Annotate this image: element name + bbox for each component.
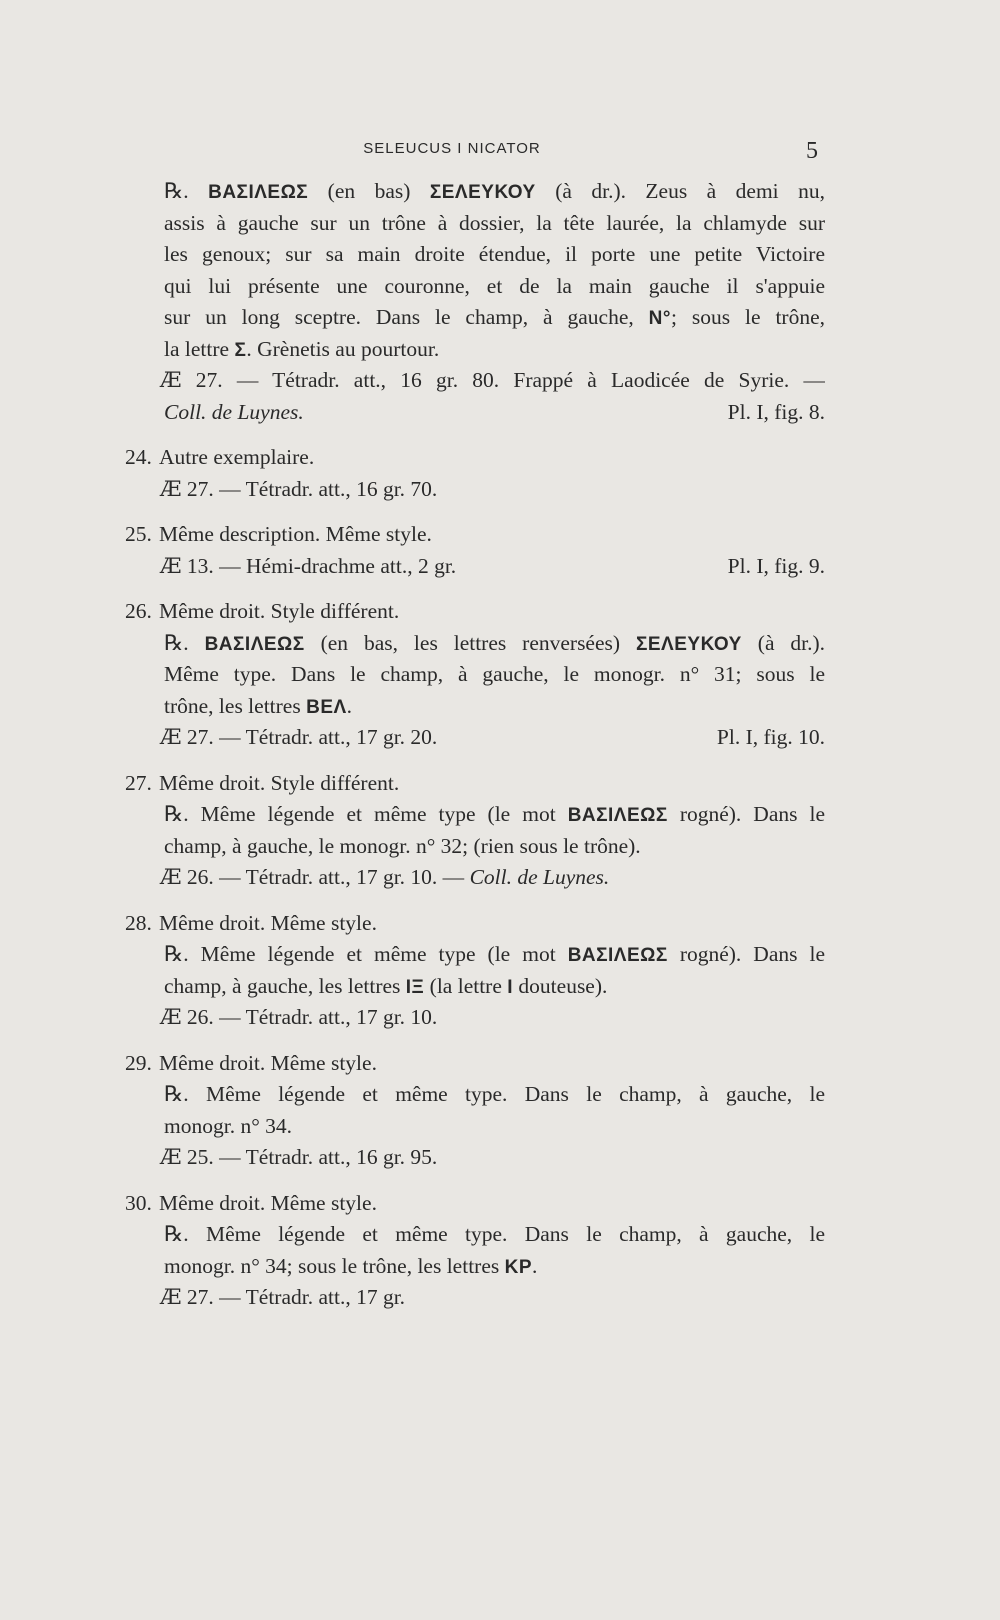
description-line: champ, à gauche, les lettres IΞ (la lettre I douteuse). bbox=[164, 973, 608, 998]
running-title: SELEUCUS I NICATOR bbox=[363, 140, 541, 157]
entry-26 bbox=[125, 596, 825, 754]
entry-title: 27. Même droit. Style différent. bbox=[125, 770, 400, 795]
description-line: la lettre Σ. Grènetis au pourtour. bbox=[164, 336, 440, 361]
entry-24 bbox=[125, 442, 825, 505]
entry-title: 30. Même droit. Même style. bbox=[125, 1190, 377, 1215]
metrology-line: Æ 27. — Tétradr. att., 17 gr. 20. Pl. I, fig. 10. bbox=[125, 722, 825, 754]
metrology-line: Æ 27. — Tétradr. att., 16 gr. 70. bbox=[160, 476, 438, 502]
page-number: 5 bbox=[806, 138, 818, 164]
plate-reference: Pl. I, fig. 8. bbox=[727, 399, 825, 424]
description-line: monogr. n° 34; sous le trône, les lettres ΚΡ. bbox=[164, 1253, 538, 1278]
page-header bbox=[0, 136, 1000, 166]
metrology-line: Æ 26. — Tétradr. att., 17 gr. 10. bbox=[160, 1005, 438, 1030]
metrology-line: Æ 25. — Tétradr. att., 16 gr. 95. bbox=[160, 1145, 438, 1170]
reverse-line: ℞. ΒΑΣΙΛΕΩΣ (en bas) ΣΕΛΕΥΚΟΥ (à dr.). Zeus à demi nu, bbox=[164, 179, 825, 203]
entry-25 bbox=[125, 519, 825, 582]
description-line: monogr. n° 34. bbox=[164, 1113, 293, 1138]
metrology-line: Æ 27. — Tétradr. att., 17 gr. bbox=[160, 1285, 406, 1310]
entry-29 bbox=[125, 1048, 825, 1174]
plate-reference: Pl. I, fig. 10. bbox=[716, 725, 825, 749]
description-line: champ, à gauche, le monogr. n° 32; (rien sous le trône). bbox=[164, 833, 641, 858]
entry-23 bbox=[125, 176, 825, 428]
entry-title: 29. Même droit. Même style. bbox=[125, 1050, 377, 1075]
description-line: les genoux; sur sa main droite étendue, il porte une petite Victoire bbox=[164, 242, 825, 266]
reverse-line: ℞. Même légende et même type. Dans le champ, à gauche, le bbox=[164, 1082, 825, 1106]
entry-27 bbox=[125, 768, 825, 894]
plate-reference: Pl. I, fig. 9. bbox=[727, 553, 825, 578]
description-line: sur un long sceptre. Dans le champ, à gauche, N°; sous le trône, bbox=[164, 305, 825, 329]
description-line: Même type. Dans le champ, à gauche, le monogr. n° 31; sous le bbox=[164, 662, 825, 686]
entry-title: 24. Autre exemplaire. bbox=[125, 445, 315, 469]
entry-28 bbox=[125, 908, 825, 1034]
description-line: qui lui présente une couronne, et de la main gauche il s'appuie bbox=[164, 273, 825, 298]
reverse-line: ℞. Même légende et même type (le mot ΒΑΣΙΛΕΩΣ rogné). Dans le bbox=[164, 802, 825, 826]
metrology-line: Æ 27. — Tétradr. att., 16 gr. 80. Frappé à Laodicée de Syrie. — bbox=[160, 368, 825, 393]
main-text bbox=[125, 176, 825, 1314]
entry-30 bbox=[125, 1188, 825, 1314]
entry-title: 25. Même description. Même style. bbox=[125, 522, 432, 546]
reverse-line: ℞. Même légende et même type (le mot ΒΑΣΙΛΕΩΣ rogné). Dans le bbox=[164, 942, 825, 966]
metrology-line: Æ 13. — Hémi-drachme att., 2 gr. Pl. I, fig. 9. bbox=[125, 551, 825, 583]
description-line: assis à gauche sur un trône à dossier, la tête laurée, la chlamyde sur bbox=[164, 210, 825, 235]
description-line: trône, les lettres ΒΕΛ. bbox=[164, 693, 353, 718]
reverse-line: ℞. ΒΑΣΙΛΕΩΣ (en bas, les lettres renversées) ΣΕΛΕΥΚΟΥ (à dr.). bbox=[164, 630, 825, 655]
metrology-line: Æ 26. — Tétradr. att., 17 gr. 10. — Coll. de Luynes. bbox=[160, 865, 610, 890]
collection-line: Coll. de Luynes. Pl. I, fig. 8. bbox=[125, 397, 825, 429]
reverse-line: ℞. Même légende et même type. Dans le champ, à gauche, le bbox=[164, 1222, 825, 1246]
entry-title: 26. Même droit. Style différent. bbox=[125, 599, 400, 623]
entry-title: 28. Même droit. Même style. bbox=[125, 910, 377, 935]
